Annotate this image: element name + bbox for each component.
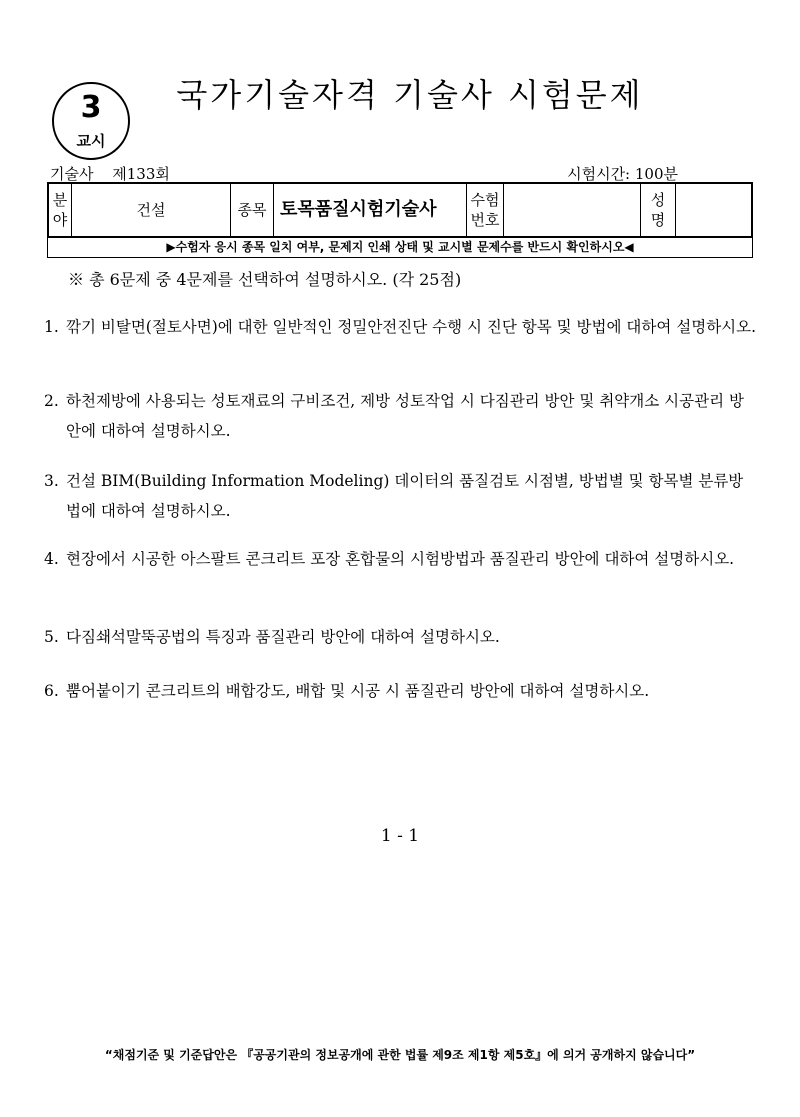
question-text: 깎기 비탈면(절토사면)에 대한 일반적인 정밀안전진단 수행 시 진단 항목 및 방법에 대하여 설명하시오. [66, 318, 757, 336]
type-label: 종목 [231, 183, 274, 237]
question-number: 2. [44, 392, 59, 410]
question-number: 4. [44, 550, 59, 568]
field-label: 분 야 [48, 183, 72, 237]
question-text: 현장에서 시공한 아스팔트 콘크리트 포장 혼합물의 시험방법과 품질관리 방안에 대하여 설명하시오. [66, 550, 735, 568]
name-label: 성 명 [641, 183, 676, 237]
exam-info-table [47, 182, 753, 238]
notice-bar: ▶수험자 응시 종목 일치 여부, 문제지 인쇄 상태 및 교시별 문제수를 반드시 확인하시오◀ [47, 238, 753, 258]
question-number: 1. [44, 318, 59, 336]
exam-number-field[interactable] [504, 183, 641, 237]
exam-time: 시험시간: 100분 [567, 165, 678, 183]
question-item [44, 622, 758, 652]
question-text: 다짐쇄석말뚝공법의 특징과 품질관리 방안에 대하여 설명하시오. [66, 628, 500, 646]
session-badge [52, 82, 130, 160]
session-label: 교시 [76, 132, 106, 150]
name-field[interactable] [676, 183, 753, 237]
question-text: 뿜어붙이기 콘크리트의 배합강도, 배합 및 시공 시 품질관리 방안에 대하여 설명하시오. [66, 682, 650, 700]
session-number: 3 [80, 90, 102, 125]
question-item [44, 676, 758, 706]
question-item [44, 466, 758, 526]
question-item [44, 386, 758, 446]
page-title: 국가기술자격 기술사 시험문제 [176, 76, 644, 114]
question-text: 건설 BIM(Building Information Modeling) 데이터의 품질검토 시점별, 방법별 및 항목별 분류방법에 대하여 설명하시오. [66, 472, 744, 520]
exam-round: 제133회 [112, 165, 170, 183]
question-text: 하천제방에 사용되는 성토재료의 구비조건, 제방 성토작업 시 다짐관리 방안 및 취약개소 시공관리 방안에 대하여 설명하시오. [66, 392, 744, 440]
field-value: 건설 [72, 183, 231, 237]
question-number: 5. [44, 628, 59, 646]
exam-category: 기술사 [50, 165, 94, 183]
instruction: ※ 총 6문제 중 4문제를 선택하여 설명하시오. (각 25점) [68, 270, 462, 289]
footer-disclaimer: “채점기준 및 기준답안은 『공공기관의 정보공개에 관한 법률 제9조 제1항 제5호』에 의거 공개하지 않습니다” [104, 1048, 696, 1062]
question-item [44, 312, 758, 342]
exam-meta [50, 163, 170, 184]
type-value: 토목품질시험기술사 [274, 183, 467, 237]
question-item [44, 544, 758, 574]
page-number: 1 - 1 [380, 826, 420, 846]
question-number: 6. [44, 682, 59, 700]
question-number: 3. [44, 472, 59, 490]
exam-number-label: 수험 번호 [467, 183, 504, 237]
